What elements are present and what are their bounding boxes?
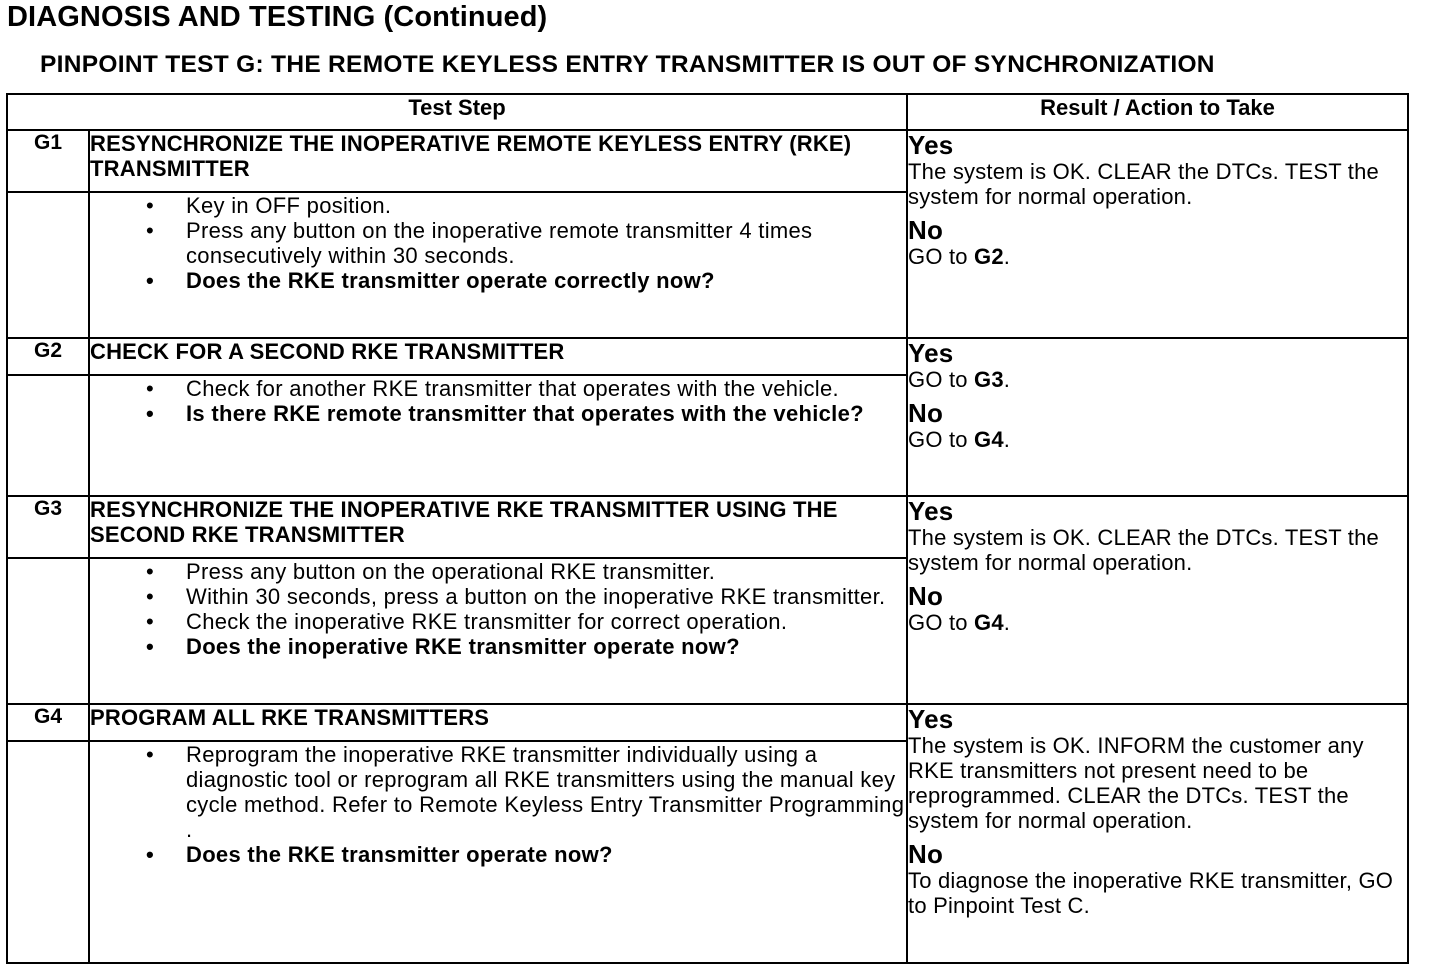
goto-step-link: G3 xyxy=(974,367,1004,392)
step-g3-result xyxy=(907,496,1408,704)
result-yes-label: Yes xyxy=(908,704,954,734)
step-body xyxy=(89,192,907,338)
result-yes-text: GO to G3. xyxy=(908,367,1011,392)
page-title: DIAGNOSIS AND TESTING (Continued) xyxy=(7,1,548,33)
table-header-row xyxy=(7,94,1408,130)
result-yes-label: Yes xyxy=(908,130,954,160)
list-item: • Within 30 seconds, press a button on the inoperative RKE transmitter. xyxy=(146,584,886,609)
step-g4-title-row xyxy=(7,704,1408,741)
step-bullet-list xyxy=(90,559,906,659)
step-g4-result xyxy=(907,704,1408,963)
step-question: • Does the inoperative RKE transmitter operate now? xyxy=(146,634,740,659)
result-no-text: GO to G2. xyxy=(908,244,1011,269)
step-id: G1 xyxy=(7,130,89,192)
goto-step-link: G4 xyxy=(974,610,1004,635)
step-title: RESYNCHRONIZE THE INOPERATIVE RKE TRANSMITTER USING THE SECOND RKE TRANSMITTER xyxy=(89,496,907,558)
list-item: • Check for another RKE transmitter that operates with the vehicle. xyxy=(146,376,839,401)
step-id: G2 xyxy=(7,338,89,375)
step-bullet-list xyxy=(90,193,906,293)
step-question: • Is there RKE remote transmitter that operates with the vehicle? xyxy=(146,401,864,426)
step-title: PROGRAM ALL RKE TRANSMITTERS xyxy=(89,704,907,741)
step-question: • Does the RKE transmitter operate now? xyxy=(146,842,613,867)
result-yes-label: Yes xyxy=(908,496,954,526)
step-title: CHECK FOR A SECOND RKE TRANSMITTER xyxy=(89,338,907,375)
goto-step-link: G2 xyxy=(974,244,1004,269)
step-g1-title-row xyxy=(7,130,1408,192)
result-no-text: GO to G4. xyxy=(908,610,1011,635)
step-g2-title-row xyxy=(7,338,1408,375)
list-item: • Check the inoperative RKE transmitter for correct operation. xyxy=(146,609,788,634)
pinpoint-test-table xyxy=(6,93,1409,964)
step-g1-result xyxy=(907,130,1408,338)
result-yes-label: Yes xyxy=(908,338,954,368)
step-question: • Does the RKE transmitter operate correctly now? xyxy=(146,268,715,293)
goto-step-link: G4 xyxy=(974,427,1004,452)
list-item: • Press any button on the operational RKE transmitter. xyxy=(146,559,716,584)
result-no-text: GO to G4. xyxy=(908,427,1011,452)
step-bullet-list xyxy=(90,742,906,867)
pinpoint-test-title: PINPOINT TEST G: THE REMOTE KEYLESS ENTRY TRANSMITTER IS OUT OF SYNCHRONIZATION xyxy=(40,51,1215,78)
result-yes-text: The system is OK. CLEAR the DTCs. TEST the system for normal operation. xyxy=(908,525,1379,575)
step-title: RESYNCHRONIZE THE INOPERATIVE REMOTE KEYLESS ENTRY (RKE) TRANSMITTER xyxy=(89,130,907,192)
step-body xyxy=(89,741,907,963)
list-item: • Press any button on the inoperative remote transmitter 4 times consecutively within 30 seconds. xyxy=(146,218,813,268)
step-body xyxy=(89,375,907,496)
step-bullet-list xyxy=(90,376,906,426)
step-id: G4 xyxy=(7,704,89,741)
result-yes-text: The system is OK. INFORM the customer any RKE transmitters not present need to be reprogrammed. CLEAR the DTCs. TEST the system for normal operation. xyxy=(908,733,1364,833)
list-item: • Key in OFF position. xyxy=(146,193,392,218)
column-header-result: Result / Action to Take xyxy=(907,94,1408,130)
step-body xyxy=(89,558,907,704)
result-no-label: No xyxy=(908,215,944,245)
column-header-test-step: Test Step xyxy=(7,94,907,130)
result-no-label: No xyxy=(908,581,944,611)
result-no-label: No xyxy=(908,398,944,428)
step-g2-result xyxy=(907,338,1408,496)
step-g3-title-row xyxy=(7,496,1408,558)
step-id: G3 xyxy=(7,496,89,558)
result-no-text: To diagnose the inoperative RKE transmitter, GO to Pinpoint Test C. xyxy=(908,868,1394,918)
result-no-label: No xyxy=(908,839,944,869)
result-yes-text: The system is OK. CLEAR the DTCs. TEST the system for normal operation. xyxy=(908,159,1379,209)
list-item: • Reprogram the inoperative RKE transmitter individually using a diagnostic tool or reprogram all RKE transmitters using the manual key cycle method. Refer to Remote Keyless Entry Transmitter Programming . xyxy=(146,742,905,842)
